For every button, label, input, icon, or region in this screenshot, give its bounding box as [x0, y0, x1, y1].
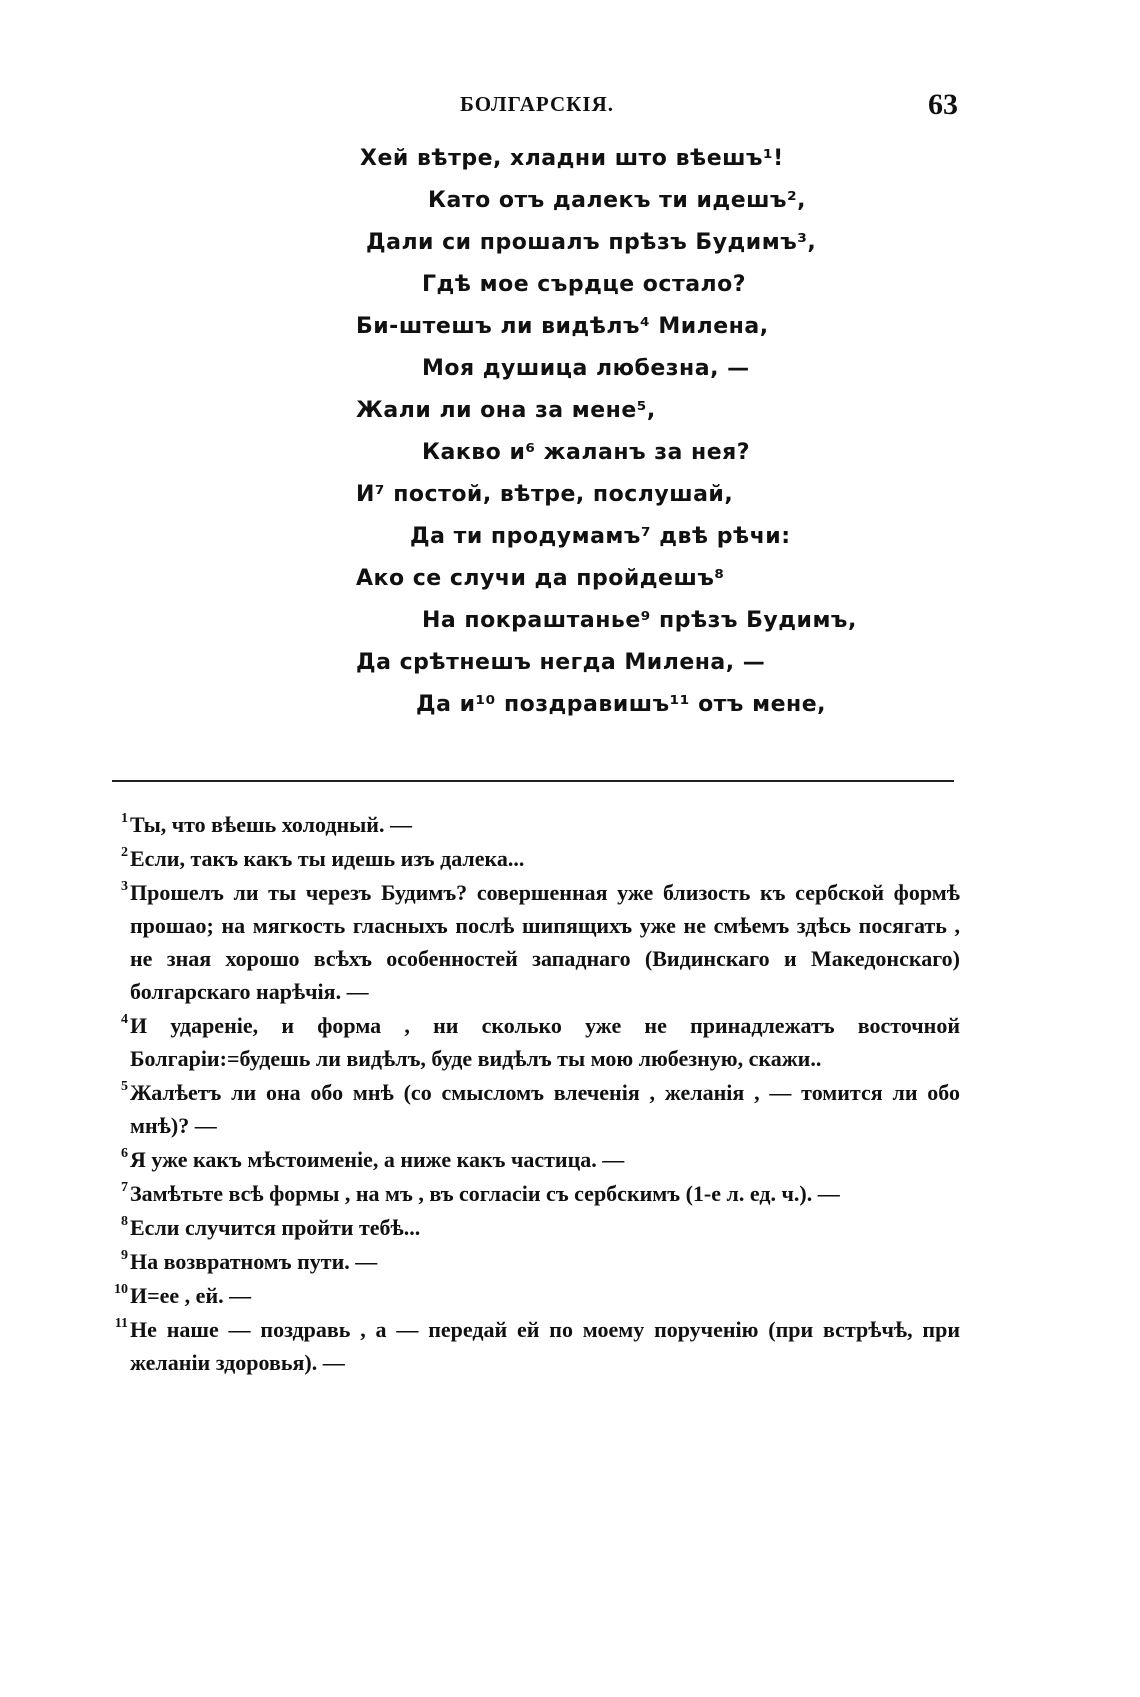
footnote — [100, 1076, 960, 1142]
footnote-mark: 4 — [121, 1012, 128, 1027]
footnote-mark: 7 — [121, 1180, 128, 1195]
footnote-text: Если случится пройти тебѣ... — [130, 1215, 421, 1240]
verse-line: Да и¹⁰ поздравишъ¹¹ отъ мене, — [416, 692, 827, 717]
footnote-mark: 11 — [114, 1316, 128, 1331]
footnote-text: И удареніе, и форма , ни сколько уже не принадлежатъ восточной Болгаріи:=будешь ли видѣлъ, буде видѣлъ ты мою любезную, скажи.. — [130, 1013, 960, 1071]
verse-line: Дали си прошалъ прѣзъ Будимъ³, — [366, 230, 817, 255]
running-head — [0, 88, 1140, 128]
footnote-text: Ты, что вѣешь холодный. — — [130, 812, 412, 837]
footnote-text: Прошелъ ли ты черезъ Будимъ? совершенная уже близость къ сербской формѣ прошао; на мягкость гласныхъ послѣ шипящихъ уже не смѣемъ здѣсь посягать , не зная хорошо всѣхъ особенностей западнаго (Видинскаго и Македонскаго) болгарскаго нарѣчія. — — [130, 880, 960, 1004]
footnote — [100, 1211, 960, 1244]
footnote-text: Жалѣетъ ли она обо мнѣ (со смысломъ влеченія , желанія , — томится ли обо мнѣ)? — — [130, 1080, 960, 1138]
footnote — [100, 876, 960, 1008]
footnote — [100, 1279, 960, 1312]
footnote — [100, 842, 960, 875]
verse-line: Да срѣтнешъ негда Милена, — — [356, 650, 766, 675]
verse-line: Моя душица любезна, — — [422, 356, 750, 381]
footnote-mark: 2 — [121, 845, 128, 860]
footnote-text: На возвратномъ пути. — — [130, 1249, 378, 1274]
footnote-divider — [112, 780, 954, 782]
verse-line: Като отъ далекъ ти идешъ², — [428, 188, 806, 213]
verse-line: Хей вѣтре, хладни што вѣешъ¹! — [360, 146, 784, 171]
verse-line: На покраштанье⁹ прѣзъ Будимъ, — [422, 608, 857, 633]
footnote-mark: 5 — [121, 1079, 128, 1094]
footnote — [100, 1313, 960, 1379]
footnote — [100, 808, 960, 841]
footnote-mark: 10 — [114, 1282, 128, 1297]
footnote-text: Замѣтьте всѣ формы , на мъ , въ согласіи съ сербскимъ (1-е л. ед. ч.). — — [130, 1181, 840, 1206]
verse-line: Гдѣ мое сърдце остало? — [422, 272, 747, 297]
footnote-mark: 9 — [121, 1248, 128, 1263]
footnote-text: Я уже какъ мѣстоименіе, а ниже какъ частица. — — [130, 1147, 625, 1172]
footnote-text: И=ее , ей. — — [130, 1283, 252, 1308]
footnote-mark: 3 — [121, 879, 128, 894]
footnotes — [100, 808, 960, 1380]
footnote-text: Если, такъ какъ ты идешь изъ далека... — [130, 846, 525, 871]
verse-line: Би-штешъ ли видѣлъ⁴ Милена, — [356, 314, 769, 339]
footnote-mark: 8 — [121, 1214, 128, 1229]
footnote — [100, 1143, 960, 1176]
verse-line: И⁷ постой, вѣтре, послушай, — [356, 482, 734, 507]
verse-line: Ако се случи да пройдешъ⁸ — [356, 566, 725, 591]
verse-line: Жали ли она за мене⁵, — [356, 398, 656, 423]
footnote — [100, 1177, 960, 1210]
footnote — [100, 1009, 960, 1075]
footnote-mark: 6 — [121, 1146, 128, 1161]
footnote — [100, 1245, 960, 1278]
page-number: 63 — [928, 88, 958, 121]
footnote-mark: 1 — [121, 811, 128, 826]
footnote-text: Не наше — поздравь , а — передай ей по моему порученію (при встрѣчѣ, при желаніи здоровья). — — [130, 1317, 960, 1375]
running-title: БОЛГАРСКІЯ. — [460, 92, 614, 116]
verse-line: Да ти продумамъ⁷ двѣ рѣчи: — [410, 524, 791, 549]
verse-line: Какво и⁶ жаланъ за нея? — [422, 440, 751, 465]
